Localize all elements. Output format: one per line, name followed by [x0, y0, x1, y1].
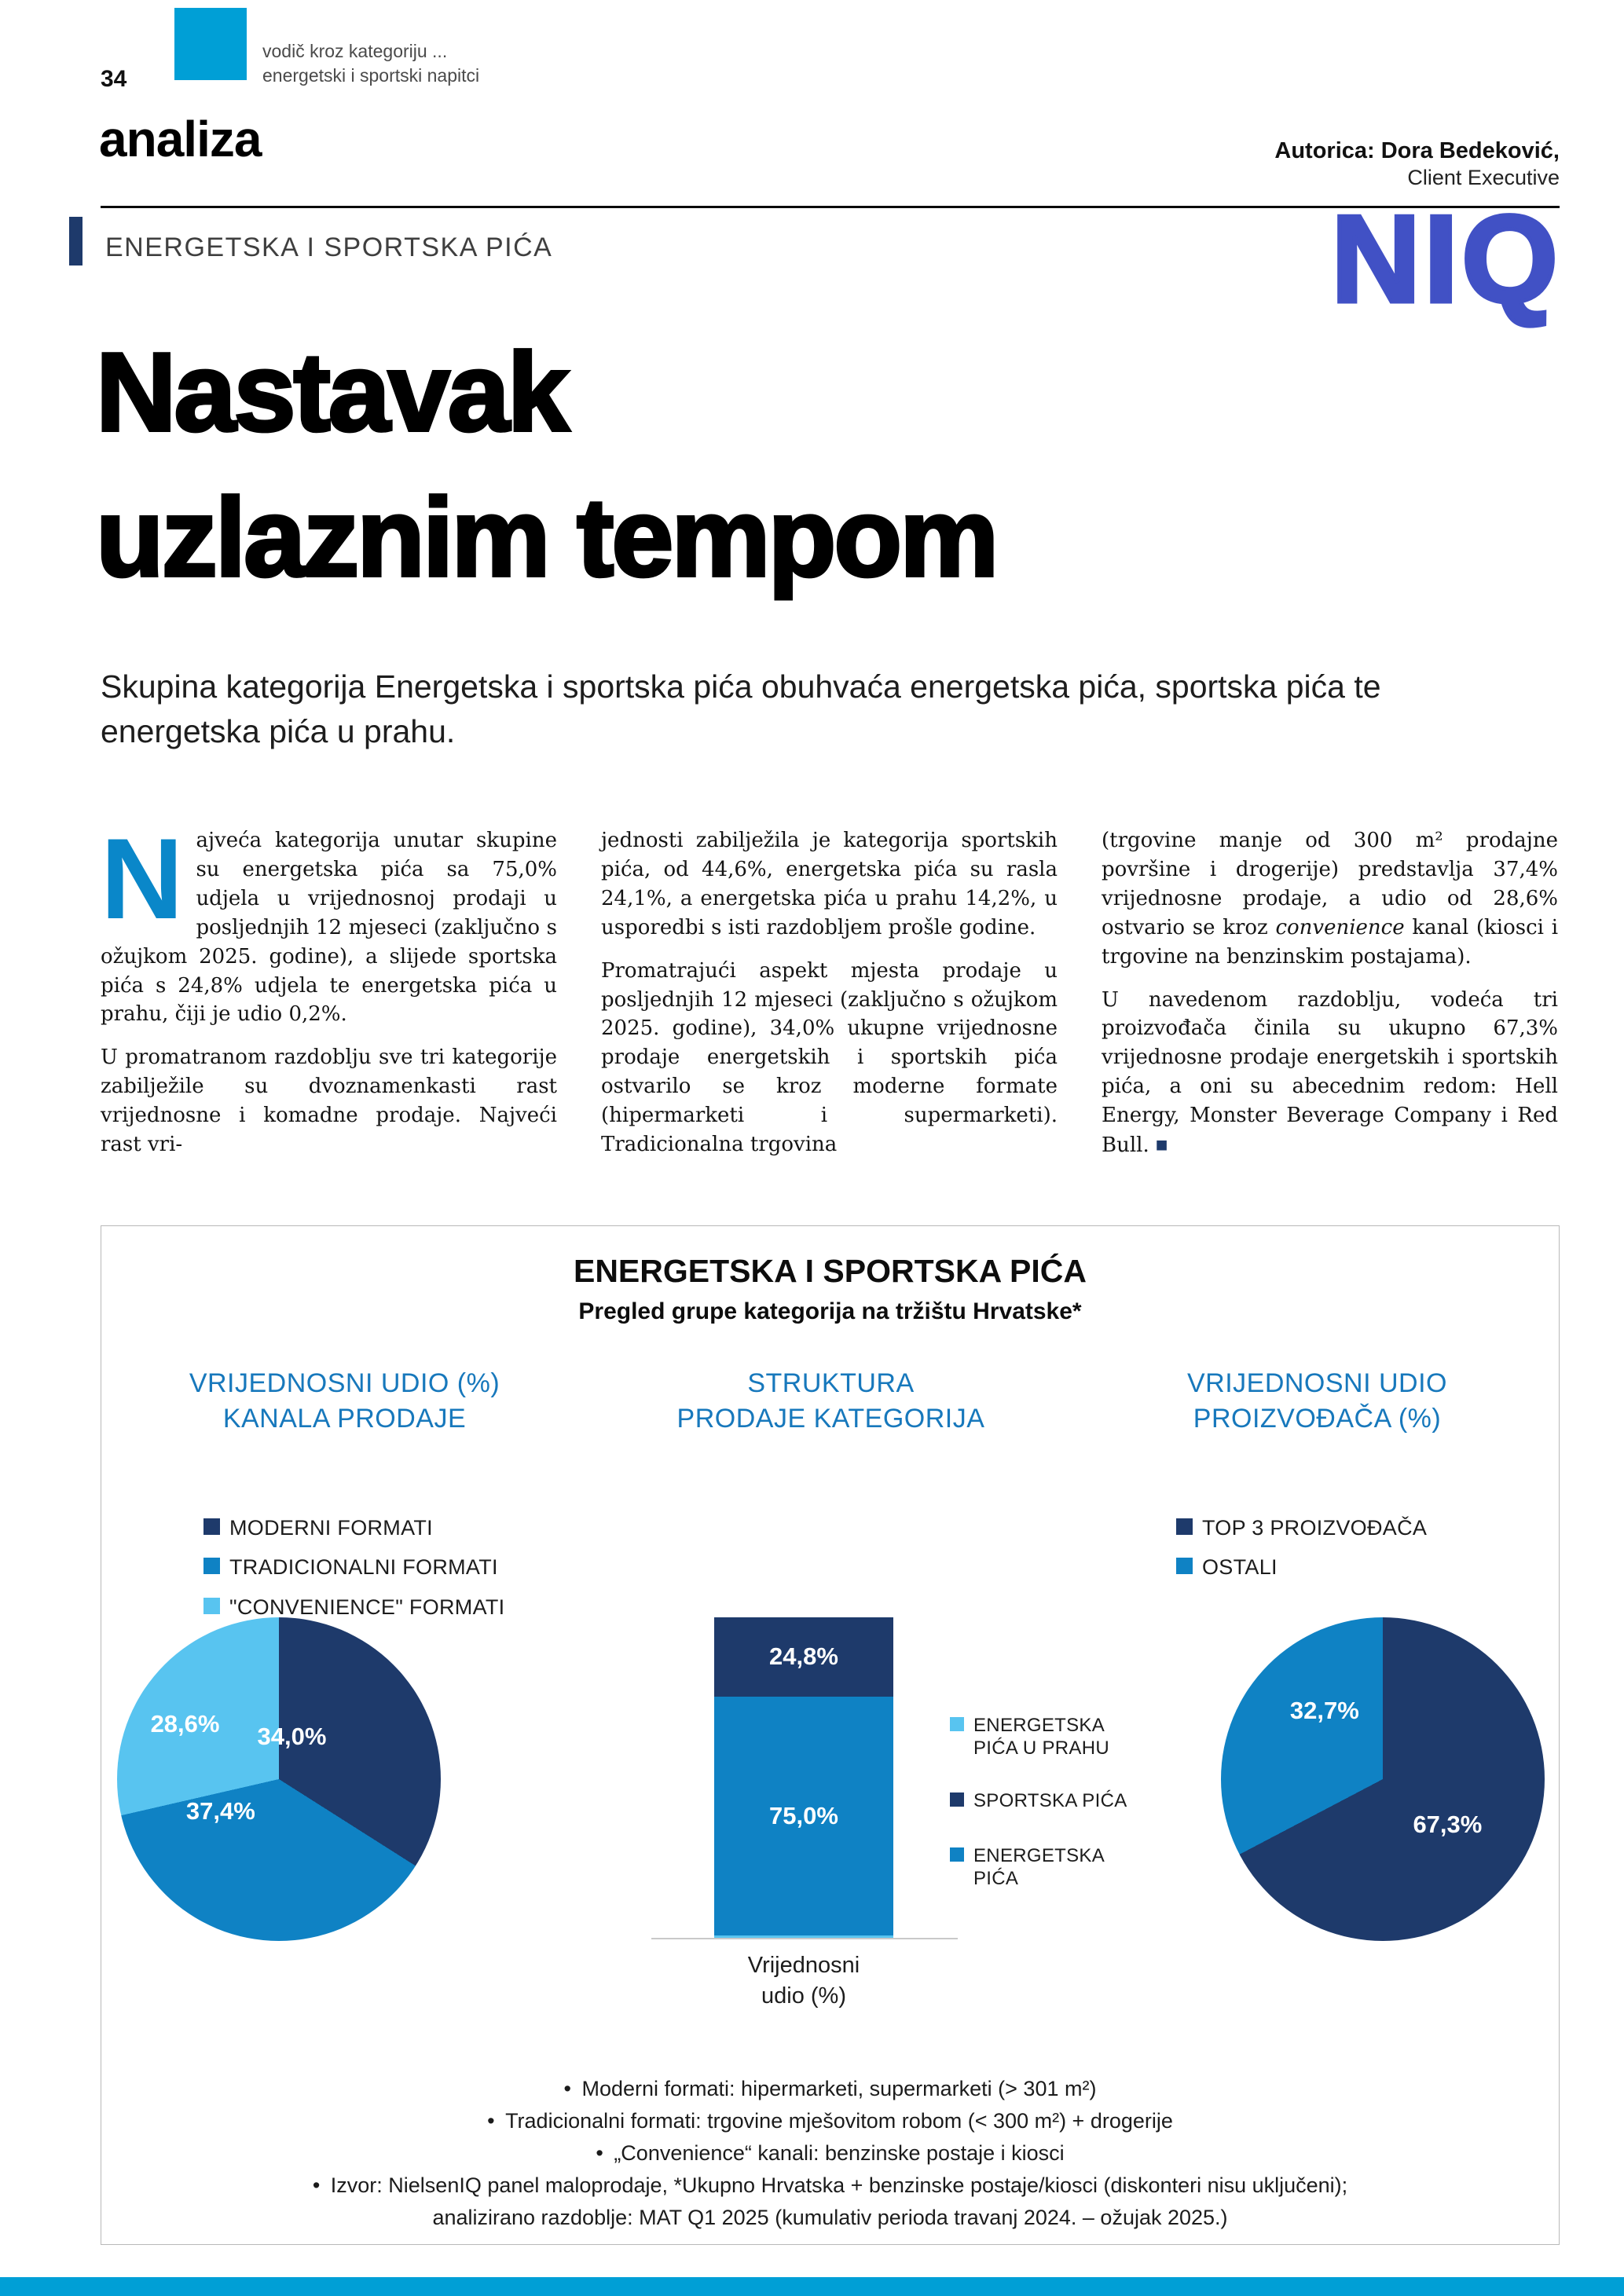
author-block	[1274, 138, 1560, 190]
paragraph-text: kanal (kiosci i trgovine na benzinskim postajama).	[1102, 915, 1559, 969]
legend-label: MODERNI FORMATI	[229, 1516, 433, 1540]
paragraph: U promatranom razdoblju sve tri kategorije zabilježile su dvoznamenkasti rast vrijednosne i komadne prodaje. Najveći rast vri-	[101, 1045, 557, 1157]
pie-chart-channels	[117, 1617, 441, 1941]
drop-cap: N	[101, 815, 184, 943]
paragraph: Promatrajući aspekt mjesta prodaje u posljednjih 12 mjeseci (zaključno s ožujkom 2025. godine), 34,0% ukupne vrijednosne prodaje energetskih i sportskih pića ostvarilo se kroz moderne formate (hipermarketi i supermarketi). Tradicionalna trgovina	[601, 958, 1058, 1157]
chart-box	[101, 1225, 1560, 2245]
footnote-list	[101, 2073, 1559, 2234]
stacked-bar-chart	[714, 1617, 893, 1938]
legend-swatch-energetska	[950, 1847, 964, 1862]
headline-line2: uzlaznim tempom	[96, 474, 997, 600]
legend-swatch-convenience	[203, 1598, 220, 1614]
footnote-item: • „Convenience“ kanali: benzinske postaje i kiosci	[101, 2137, 1559, 2170]
bar-segment-label: 75,0%	[769, 1801, 838, 1829]
legend-channels	[203, 1515, 504, 1634]
section-title: analiza	[99, 111, 262, 167]
brand-square	[174, 8, 247, 80]
legend-swatch-top3	[1176, 1518, 1193, 1535]
author-name: Autorica: Dora Bedeković,	[1274, 138, 1560, 163]
headline-line1: Nastavak	[96, 330, 567, 455]
bar-x-label	[654, 1950, 953, 2012]
chart-heading-structure	[588, 1366, 1074, 1437]
legend-swatch-ostali	[1176, 1558, 1193, 1574]
niq-logo: NIQ	[1331, 190, 1561, 328]
kicker	[262, 39, 479, 88]
legend-item	[1176, 1515, 1427, 1540]
body-columns	[101, 815, 1560, 1174]
author-role: Client Executive	[1407, 166, 1560, 189]
bottom-bar	[0, 2277, 1624, 2296]
legend-swatch-prahu	[950, 1717, 964, 1731]
bar-segment-energetska	[714, 1697, 893, 1935]
chart-heading-line: PRODAJE KATEGORIJA	[676, 1403, 985, 1434]
legend-label: OSTALI	[1202, 1555, 1278, 1580]
section-tick	[69, 217, 82, 265]
footnote-item: • Moderni formati: hipermarketi, supermarketi (> 301 m²)	[101, 2073, 1559, 2105]
legend-label: SPORTSKA PIĆA	[973, 1790, 1127, 1811]
legend-swatch-tradicionalni	[203, 1558, 220, 1574]
kicker-line2: energetski i sportski napitci	[262, 65, 480, 86]
pie-slice-label: 67,3%	[1413, 1810, 1483, 1838]
italic-term: convenience	[1275, 915, 1405, 939]
chart-heading-line: VRIJEDNOSNI UDIO	[1186, 1368, 1448, 1398]
paragraph	[101, 815, 557, 1029]
footnote-item: • Tradicionalni formati: trgovine mješovitom robom (< 300 m²) + drogerije	[101, 2105, 1559, 2137]
pie-slice-label: 37,4%	[185, 1797, 255, 1825]
bar-axis-line	[651, 1938, 958, 1939]
chart-heading-line: VRIJEDNOSNI UDIO (%)	[189, 1368, 500, 1398]
chart-heading-line: KANALA PRODAJE	[222, 1403, 467, 1434]
lead-paragraph: Skupina kategorija Energetska i sportska pića obuhvaća energetska pića, sportska pića te energetska pića u prahu.	[101, 668, 1381, 749]
legend-label: TRADICIONALNI FORMATI	[229, 1555, 498, 1580]
legend-item	[203, 1554, 504, 1580]
chart-heading-producers	[1074, 1366, 1560, 1437]
paragraph-text: (trgovine manje od 300 m² prodajne površine i drogerije) predstavlja 37,4% vrijednosne prodaje, a udio od 28,6% ostvario se kroz	[1102, 829, 1558, 939]
end-mark: ■	[1155, 1133, 1168, 1157]
headline	[96, 320, 996, 610]
paragraph	[1102, 826, 1558, 972]
chart-heading-channels	[101, 1366, 588, 1437]
chart-heading-line: STRUKTURA	[747, 1368, 915, 1398]
pie-chart-producers	[1221, 1617, 1545, 1941]
legend-swatch-moderni	[203, 1518, 220, 1535]
body-column-3	[1102, 826, 1558, 1174]
footnote-item: • Izvor: NielsenIQ panel maloprodaje, *Ukupno Hrvatska + benzinske postaje/kiosci (diskonteri nisu uključeni);	[101, 2170, 1559, 2202]
bar-segment-sportska	[714, 1617, 893, 1697]
body-column-2	[601, 826, 1058, 1174]
legend-item	[203, 1595, 504, 1620]
legend-item	[1176, 1554, 1427, 1580]
chart-heading-line: PROIZVOĐAČA (%)	[1193, 1403, 1442, 1434]
pie-slice-label: 32,7%	[1289, 1697, 1359, 1725]
footnote-item: analizirano razdoblje: MAT Q1 2025 (kumulativ perioda travanj 2024. – ožujak 2025.)	[432, 2206, 1228, 2230]
bar-x-label-line: Vrijednosni	[747, 1953, 860, 1978]
legend-item	[950, 1790, 1131, 1813]
paragraph	[1102, 986, 1558, 1160]
legend-item	[203, 1515, 504, 1540]
chart-box-title: ENERGETSKA I SPORTSKA PIĆA	[573, 1253, 1087, 1289]
page-number: 34	[101, 66, 127, 92]
body-column-1	[101, 815, 557, 1174]
pie-slice-label: 28,6%	[150, 1709, 220, 1738]
legend-swatch-sportska	[950, 1792, 964, 1807]
legend-label: TOP 3 PROIZVOĐAČA	[1202, 1516, 1428, 1540]
legend-item	[950, 1845, 1131, 1891]
bar-segment-label: 24,8%	[769, 1642, 838, 1671]
legend-label: ENERGETSKA PIĆA	[973, 1845, 1104, 1889]
chart-box-subtitle: Pregled grupe kategorija na tržištu Hrvatske*	[578, 1298, 1082, 1324]
pie-slice-label: 34,0%	[257, 1723, 327, 1751]
paragraph-text: U navedenom razdoblju, vodeća tri proizvođača činila su ukupno 67,3% vrijednosne prodaje energetskih i sportskih pića, a oni su abecednim redom: Hell Energy, Monster Beverage Company i Red Bull.	[1102, 987, 1558, 1158]
article-eyebrow: ENERGETSKA I SPORTSKA PIĆA	[105, 233, 553, 262]
legend-label: ENERGETSKA PIĆA U PRAHU	[973, 1715, 1109, 1759]
legend-label: "CONVENIENCE" FORMATI	[229, 1595, 505, 1619]
paragraph: jednosti zabilježila je kategorija sportskih pića, od 44,6%, energetska pića su rasla 24,1%, a energetska pića u prahu 14,2%, u usporedbi s isti razdobljem prošle godine.	[601, 829, 1058, 939]
kicker-line1: vodič kroz kategoriju ...	[262, 41, 448, 61]
legend-producers	[1176, 1515, 1427, 1595]
paragraph-text: ajveća kategorija unutar skupine su energetska pića sa 75,0% udjela u vrijednosnoj prodaji u posljednjih 12 mjeseci (zaključno s ožujkom 2025. godine), a slijede sportska pića s 24,8% udjela te energetska pića u prahu, čiji je udio 0,2%.	[101, 829, 557, 1027]
legend-item	[950, 1715, 1131, 1760]
bar-x-label-line: udio (%)	[761, 1983, 846, 2009]
